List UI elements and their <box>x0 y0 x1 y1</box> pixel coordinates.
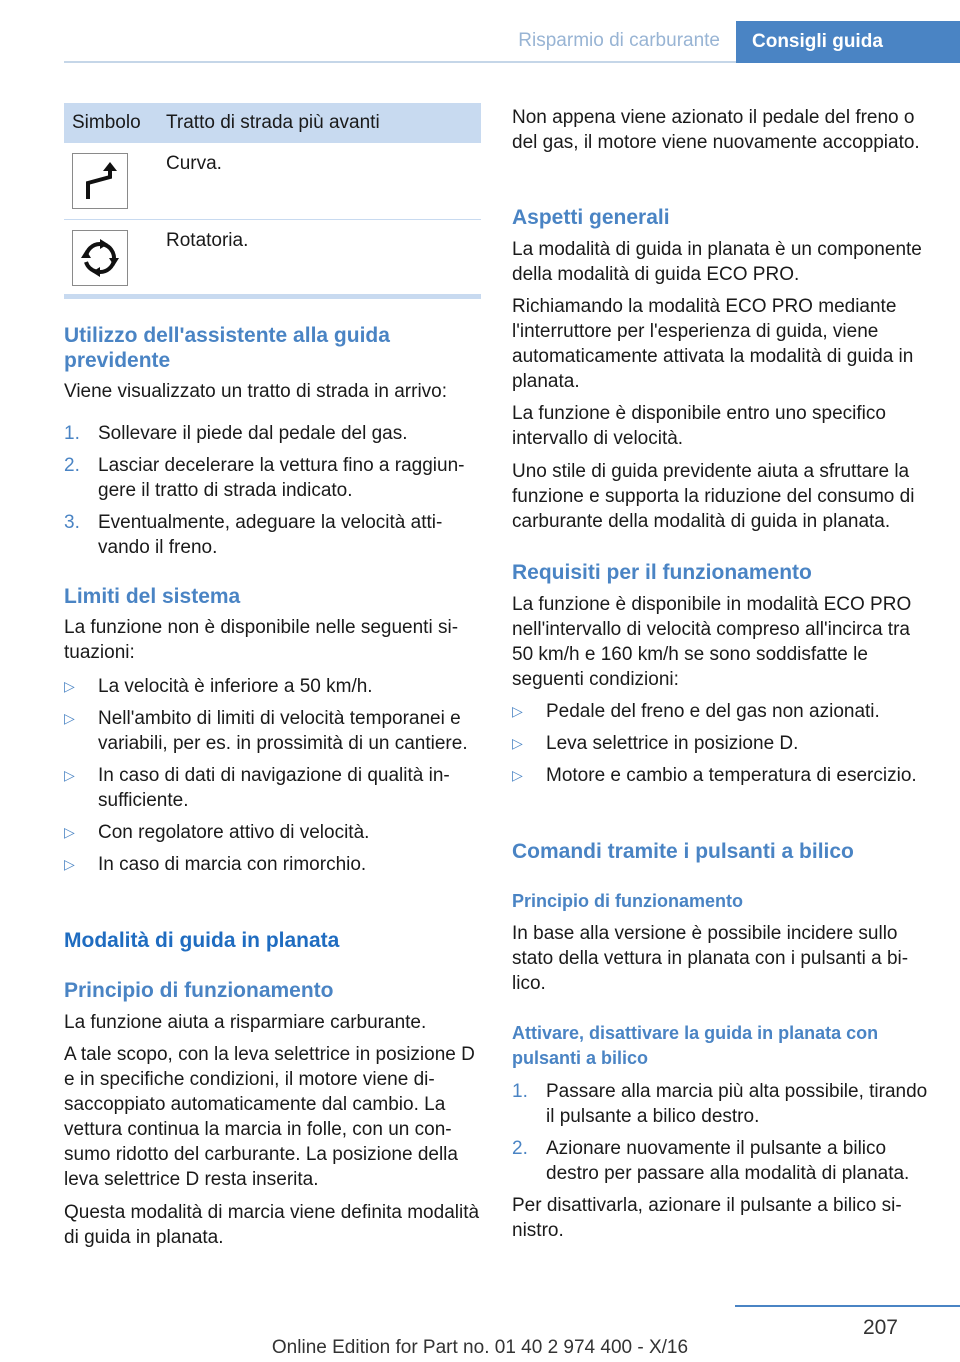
paragraph: A tale scopo, con la leva selettrice in posizione D e in specifiche condizioni, il motore viene disaccoppiato automaticamente dal cambio. La vettura continua la marcia in folle, con un consumo ridotto del carburante. La posizione della leva selettrice D resta inserita. <box>64 1044 475 1190</box>
list-text: Leva selettrice in posizione D. <box>546 733 799 754</box>
list-item <box>64 852 482 877</box>
paragraph: La funzione è disponibile in modalità ECO PRO nell'intervallo di velocità compreso all'incirca tra 50 km/h e 160 km/h se sono soddisfatte le seguenti condizioni: <box>512 594 912 690</box>
paragraph: La funzione non è disponibile nelle seguenti situazioni: <box>64 617 459 663</box>
list-item <box>512 1079 930 1129</box>
paragraph: La funzione è disponibile entro uno specifico intervallo di velocità. <box>512 403 886 449</box>
list-item <box>512 1136 930 1186</box>
subheading-principle: Principio di funzionamento <box>512 891 743 911</box>
paragraph: La funzione aiuta a risparmiare carburante. <box>64 1012 427 1033</box>
list-item <box>512 763 930 788</box>
list-text: Nell'ambito di limiti di velocità temporanei e variabili, per es. in prossimità di un cantiere. <box>98 708 468 754</box>
triangle-bullet-icon: ▷ <box>512 735 523 751</box>
table-cell-symbol <box>64 143 158 220</box>
list-text: La velocità è inferiore a 50 km/h. <box>98 676 373 697</box>
step-text: Passare alla marcia più alta possibile, tirando il pulsante a bilico destro. <box>546 1081 928 1127</box>
edition-footer: Online Edition for Part no. 01 40 2 974 400 - X/16 <box>271 1337 689 1358</box>
paragraph: Richiamando la modalità ECO PRO mediante l'interruttore per l'esperienza di guida, viene automaticamente attivata la modalità di guida in planata. <box>512 296 914 392</box>
list-text: Con regolatore attivo di velocità. <box>98 822 370 843</box>
list-item <box>64 510 482 560</box>
paragraph: Questa modalità di marcia viene definita modalità di guida in planata. <box>64 1202 480 1248</box>
triangle-bullet-icon: ▷ <box>64 678 75 694</box>
table-cell-description: Rotatoria. <box>166 230 249 251</box>
step-text: Eventualmente, adeguare la velocità attivando il freno. <box>98 512 443 558</box>
steps-list <box>512 1079 930 1186</box>
step-number: 3. <box>64 512 80 533</box>
heading-general-aspects: Aspetti generali <box>512 206 670 229</box>
table-header-description: Tratto di strada più avanti <box>158 103 481 143</box>
symbol-table <box>64 103 481 296</box>
curve-arrow-icon <box>72 153 128 209</box>
heading-requirements: Requisiti per il funzionamento <box>512 561 812 584</box>
step-number: 1. <box>512 1081 528 1102</box>
step-text: Lasciar decelerare la vettura fino a raggiungere il tratto di strada indicato. <box>98 455 465 501</box>
steps-list <box>64 421 482 560</box>
triangle-bullet-icon: ▷ <box>512 703 523 719</box>
list-item <box>512 731 930 756</box>
list-item <box>64 706 482 756</box>
paragraph: Viene visualizzato un tratto di strada in arrivo: <box>64 381 448 402</box>
triangle-bullet-icon: ▷ <box>64 856 75 872</box>
step-text: Sollevare il piede dal pedale del gas. <box>98 423 408 444</box>
list-text: Motore e cambio a temperatura di esercizio. <box>546 765 917 786</box>
triangle-bullet-icon: ▷ <box>64 710 75 726</box>
list-item <box>64 674 482 699</box>
table-row <box>64 143 481 220</box>
step-number: 2. <box>64 455 80 476</box>
paragraph: Uno stile di guida previdente aiuta a sfruttare la funzione e supporta la riduzione del consumo di carburante della modalità di guida in planata. <box>512 461 915 532</box>
page-number: 207 <box>862 1316 898 1339</box>
list-item <box>64 453 482 503</box>
limits-list <box>64 674 482 877</box>
roundabout-icon <box>72 230 128 286</box>
list-item <box>64 763 482 813</box>
heading-using-assistant: Utilizzo dell'assistente alla guida previdente <box>64 324 390 372</box>
table-header-symbol: Simbolo <box>64 103 158 143</box>
paragraph: Non appena viene azionato il pedale del freno o del gas, il motore viene nuovamente accoppiato. <box>512 107 920 153</box>
step-number: 1. <box>64 423 80 444</box>
heading-principle: Principio di funzionamento <box>64 979 334 1002</box>
header-chapter-tab: Consigli guida <box>736 21 960 63</box>
triangle-bullet-icon: ▷ <box>64 767 75 783</box>
footer-rule <box>735 1305 960 1307</box>
step-text: Azionare nuovamente il pulsante a bilico destro per passare alla modalità di planata. <box>546 1138 910 1184</box>
heading-system-limits: Limiti del sistema <box>64 585 241 608</box>
list-text: In caso di dati di navigazione di qualità insufficiente. <box>98 765 450 811</box>
table-cell-symbol <box>64 220 158 297</box>
triangle-bullet-icon: ▷ <box>512 767 523 783</box>
heading-coasting-mode: Modalità di guida in planata <box>64 929 340 952</box>
triangle-bullet-icon: ▷ <box>64 824 75 840</box>
list-item <box>64 820 482 845</box>
step-number: 2. <box>512 1138 528 1159</box>
list-item <box>64 421 482 446</box>
heading-rocker-controls: Comandi tramite i pulsanti a bilico <box>512 840 854 863</box>
table-header-row <box>64 103 481 143</box>
table-cell-description: Curva. <box>158 143 481 220</box>
table-end-rule <box>64 294 481 299</box>
list-text: In caso di marcia con rimorchio. <box>98 854 367 875</box>
paragraph: Per disattivarla, azionare il pulsante a bilico sinistro. <box>512 1195 902 1241</box>
paragraph: In base alla versione è possibile incidere sullo stato della vettura in planata con i pulsanti a bilico. <box>512 923 909 994</box>
list-item <box>512 699 930 724</box>
requirements-list <box>512 699 930 788</box>
header-section: Risparmio di carburante <box>518 30 720 51</box>
subheading-activate: Attivare, disattivare la guida in planata con pulsanti a bilico <box>512 1023 879 1068</box>
paragraph: La modalità di guida in planata è un componente della modalità di guida ECO PRO. <box>512 239 922 285</box>
list-text: Pedale del freno e del gas non azionati. <box>546 701 880 722</box>
table-row <box>64 220 481 297</box>
